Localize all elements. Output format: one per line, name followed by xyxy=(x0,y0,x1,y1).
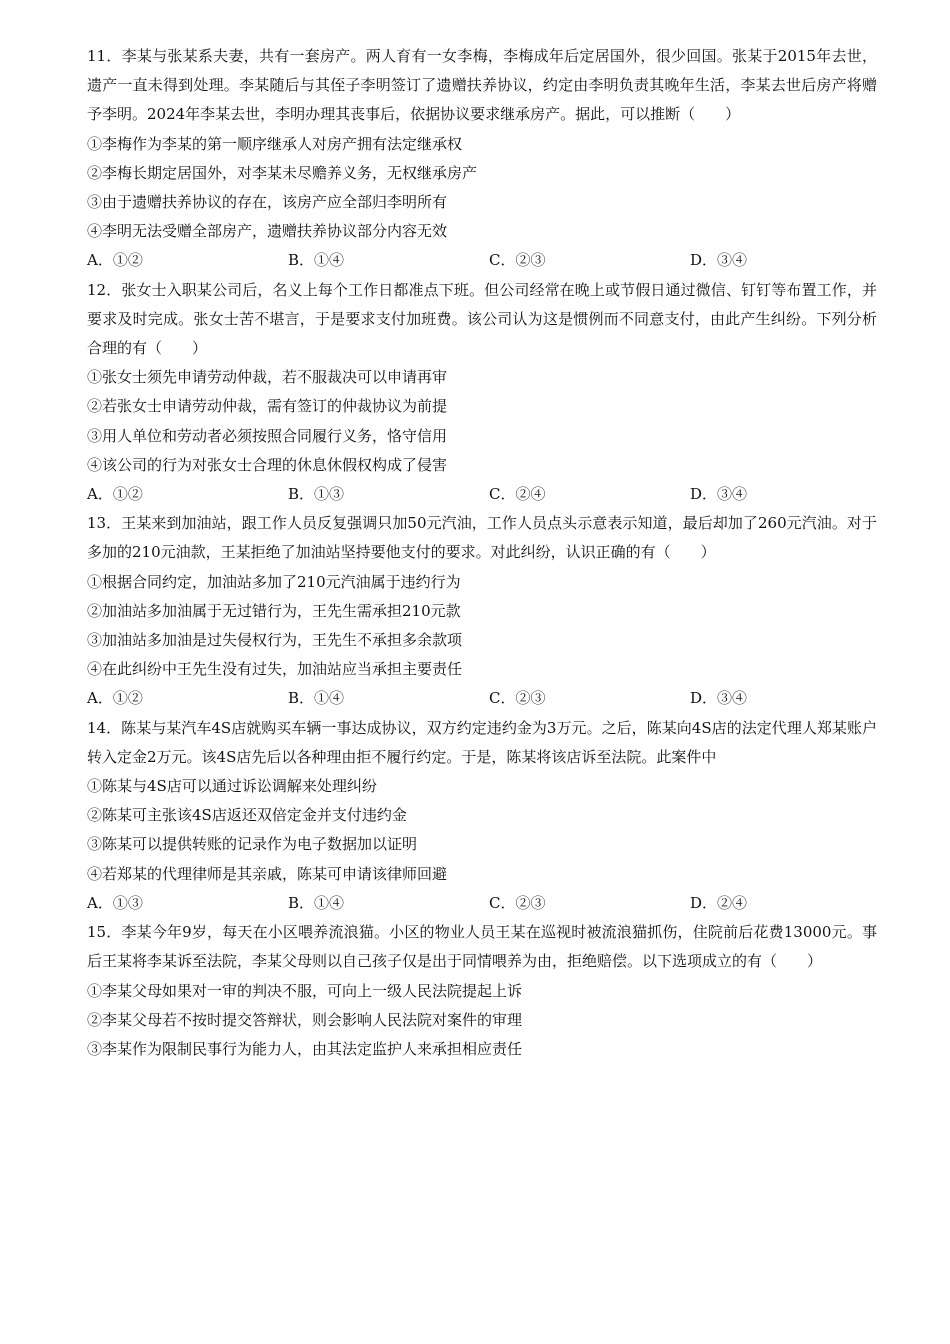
answer-options xyxy=(87,480,877,509)
statement: ④李明无法受赠全部房产，遗赠扶养协议部分内容无效 xyxy=(87,222,448,241)
option-d[interactable]: D．③④ xyxy=(690,689,748,708)
answer-options xyxy=(87,684,877,713)
statement: ③用人单位和劳动者必须按照合同履行义务，恪守信用 xyxy=(87,426,448,445)
statement: ②加油站多加油属于无过错行为，王先生需承担210元款 xyxy=(87,601,461,620)
statement: ①陈某与4S店可以通过诉讼调解来处理纠纷 xyxy=(87,777,377,796)
statement: ③加油站多加油是过失侵权行为，王先生不承担多余款项 xyxy=(87,631,463,650)
option-b[interactable]: B．①④ xyxy=(288,689,345,708)
statement: ④在此纠纷中王先生没有过失，加油站应当承担主要责任 xyxy=(87,660,463,679)
option-a[interactable]: A．①② xyxy=(87,485,143,504)
question-stem: 14．陈某与某汽车4S店就购买车辆一事达成协议，双方约定违约金为3万元。之后，陈某向4S店的法定代理人郑某账户转入定金2万元。该4S店先后以各种理由拒不履行约定。于是，陈某将该店诉至法院。此案件中 xyxy=(87,718,877,766)
option-c[interactable]: C．②③ xyxy=(489,689,546,708)
statement: ①李梅作为李某的第一顺序继承人对房产拥有法定继承权 xyxy=(87,134,463,153)
statement: ②李某父母若不按时提交答辩状，则会影响人民法院对案件的审理 xyxy=(87,1010,523,1029)
option-c[interactable]: C．②③ xyxy=(489,893,546,912)
statement: ④该公司的行为对张女士合理的休息休假权构成了侵害 xyxy=(87,455,448,474)
statement: ①根据合同约定，加油站多加了210元汽油属于违约行为 xyxy=(87,572,461,591)
option-c[interactable]: C．②③ xyxy=(489,251,546,270)
question-14 xyxy=(87,714,877,918)
statement: ②李梅长期定居国外，对李某未尽赡养义务，无权继承房产 xyxy=(87,163,478,182)
statement: ④若郑某的代理律师是其亲戚，陈某可申请该律师回避 xyxy=(87,864,448,883)
statement: ③李某作为限制民事行为能力人，由其法定监护人来承担相应责任 xyxy=(87,1039,523,1058)
statement: ③由于遗赠扶养协议的存在，该房产应全部归李明所有 xyxy=(87,193,448,212)
question-13 xyxy=(87,509,877,713)
statement: ②若张女士申请劳动仲裁，需有签订的仲裁协议为前提 xyxy=(87,397,448,416)
question-11 xyxy=(87,42,877,276)
statement: ③陈某可以提供转账的记录作为电子数据加以证明 xyxy=(87,835,418,854)
option-d[interactable]: D．③④ xyxy=(690,485,748,504)
exam-page xyxy=(87,42,877,1064)
option-a[interactable]: A．①② xyxy=(87,689,143,708)
option-d[interactable]: D．②④ xyxy=(690,893,748,912)
answer-options xyxy=(87,246,877,275)
question-stem: 15．李某今年9岁，每天在小区喂养流浪猫。小区的物业人员王某在巡视时被流浪猫抓伤，住院前后花费13000元。事后王某将李某诉至法院，李某父母则以自己孩子仅是出于同情喂养为由，拒绝赔偿。以下选项成立的有（ ） xyxy=(87,923,877,971)
answer-options xyxy=(87,889,877,918)
option-b[interactable]: B．①③ xyxy=(288,485,345,504)
question-15 xyxy=(87,918,877,1064)
option-d[interactable]: D．③④ xyxy=(690,251,748,270)
option-b[interactable]: B．①④ xyxy=(288,893,345,912)
question-stem: 13．王某来到加油站，跟工作人员反复强调只加50元汽油，工作人员点头示意表示知道，最后却加了260元汽油。对于多加的210元油款，王某拒绝了加油站坚持要他支付的要求。对此纠纷，认识正确的有（ ） xyxy=(87,514,877,562)
statement: ①张女士须先申请劳动仲裁，若不服裁决可以申请再审 xyxy=(87,368,448,387)
option-b[interactable]: B．①④ xyxy=(288,251,345,270)
option-c[interactable]: C．②④ xyxy=(489,485,546,504)
question-stem: 12．张女士入职某公司后，名义上每个工作日都准点下班。但公司经常在晚上或节假日通过微信、钉钉等布置工作，并要求及时完成。张女士苦不堪言，于是要求支付加班费。该公司认为这是惯例而不同意支付，由此产生纠纷。下列分析合理的有（ ） xyxy=(87,280,877,358)
option-a[interactable]: A．①③ xyxy=(87,893,143,912)
option-a[interactable]: A．①② xyxy=(87,251,143,270)
statement: ①李某父母如果对一审的判决不服，可向上一级人民法院提起上诉 xyxy=(87,981,523,1000)
question-stem: 11．李某与张某系夫妻，共有一套房产。两人育有一女李梅，李梅成年后定居国外，很少回国。张某于2015年去世，遗产一直未得到处理。李某随后与其侄子李明签订了遗赠扶养协议，约定由李明负责其晚年生活，李某去世后房产将赠予李明。2024年李某去世，李明办理其丧事后，依据协议要求继承房产。据此，可以推断（ ） xyxy=(87,47,877,124)
question-12 xyxy=(87,276,877,510)
statement: ②陈某可主张该4S店返还双倍定金并支付违约金 xyxy=(87,806,407,825)
